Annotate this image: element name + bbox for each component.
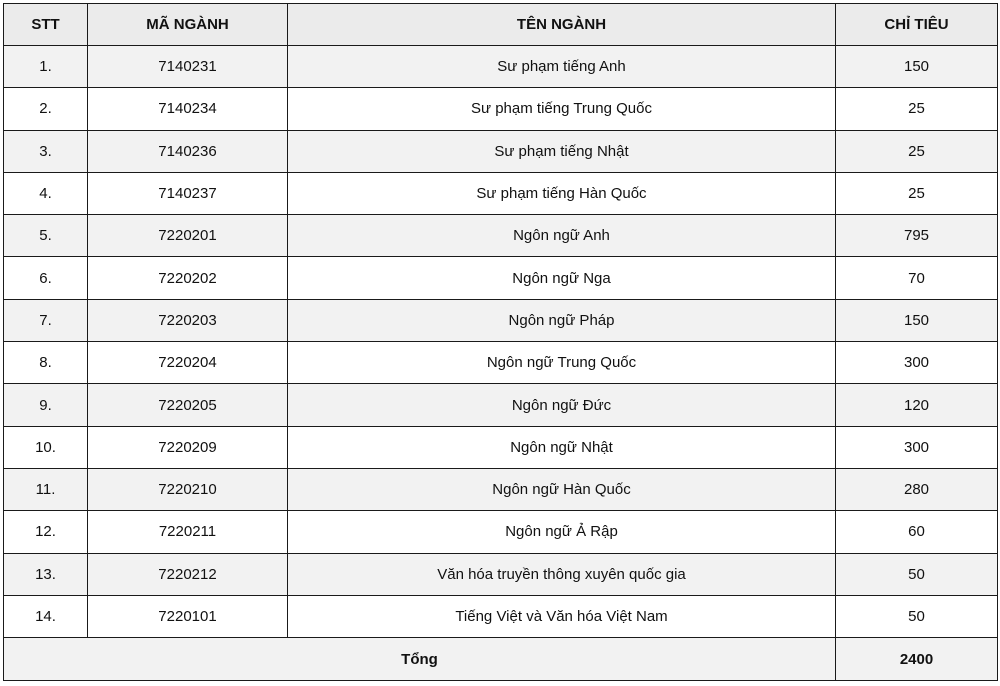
cell-name: Ngôn ngữ Ả Rập — [288, 511, 836, 553]
cell-quota: 300 — [836, 342, 998, 384]
table-row — [4, 384, 998, 426]
cell-name: Văn hóa truyền thông xuyên quốc gia — [288, 553, 836, 595]
cell-stt: 6. — [4, 257, 88, 299]
table-row — [4, 299, 998, 341]
cell-code: 7140237 — [88, 172, 288, 214]
cell-quota: 795 — [836, 215, 998, 257]
cell-quota: 70 — [836, 257, 998, 299]
cell-quota: 25 — [836, 88, 998, 130]
table-row — [4, 46, 998, 88]
cell-code: 7220204 — [88, 342, 288, 384]
cell-stt: 9. — [4, 384, 88, 426]
header-stt: STT — [4, 4, 88, 46]
total-label: Tổng — [4, 638, 836, 681]
quota-table-container — [3, 3, 997, 681]
cell-stt: 11. — [4, 468, 88, 510]
cell-stt: 7. — [4, 299, 88, 341]
cell-stt: 4. — [4, 172, 88, 214]
cell-quota: 150 — [836, 299, 998, 341]
cell-stt: 12. — [4, 511, 88, 553]
cell-quota: 50 — [836, 595, 998, 637]
table-row — [4, 553, 998, 595]
cell-name: Sư phạm tiếng Anh — [288, 46, 836, 88]
cell-quota: 25 — [836, 172, 998, 214]
quota-table — [3, 3, 998, 681]
cell-stt: 14. — [4, 595, 88, 637]
table-row — [4, 257, 998, 299]
table-row — [4, 215, 998, 257]
cell-name: Sư phạm tiếng Nhật — [288, 130, 836, 172]
cell-name: Ngôn ngữ Hàn Quốc — [288, 468, 836, 510]
cell-name: Ngôn ngữ Nhật — [288, 426, 836, 468]
table-row — [4, 511, 998, 553]
cell-code: 7220101 — [88, 595, 288, 637]
total-value: 2400 — [836, 638, 998, 681]
cell-stt: 1. — [4, 46, 88, 88]
cell-stt: 8. — [4, 342, 88, 384]
cell-code: 7220202 — [88, 257, 288, 299]
header-quota: CHỈ TIÊU — [836, 4, 998, 46]
cell-stt: 2. — [4, 88, 88, 130]
table-row — [4, 468, 998, 510]
cell-stt: 5. — [4, 215, 88, 257]
cell-code: 7220203 — [88, 299, 288, 341]
cell-code: 7140236 — [88, 130, 288, 172]
cell-quota: 60 — [836, 511, 998, 553]
cell-code: 7220209 — [88, 426, 288, 468]
cell-name: Ngôn ngữ Pháp — [288, 299, 836, 341]
cell-quota: 50 — [836, 553, 998, 595]
cell-name: Ngôn ngữ Anh — [288, 215, 836, 257]
total-row — [4, 638, 998, 681]
cell-code: 7220212 — [88, 553, 288, 595]
cell-stt: 10. — [4, 426, 88, 468]
cell-quota: 25 — [836, 130, 998, 172]
cell-quota: 120 — [836, 384, 998, 426]
cell-code: 7220201 — [88, 215, 288, 257]
cell-stt: 13. — [4, 553, 88, 595]
cell-name: Ngôn ngữ Trung Quốc — [288, 342, 836, 384]
table-row — [4, 426, 998, 468]
cell-code: 7220211 — [88, 511, 288, 553]
table-row — [4, 595, 998, 637]
cell-quota: 300 — [836, 426, 998, 468]
table-row — [4, 130, 998, 172]
header-row — [4, 4, 998, 46]
cell-name: Sư phạm tiếng Hàn Quốc — [288, 172, 836, 214]
cell-code: 7140231 — [88, 46, 288, 88]
cell-quota: 150 — [836, 46, 998, 88]
table-row — [4, 172, 998, 214]
header-code: MÃ NGÀNH — [88, 4, 288, 46]
table-row — [4, 342, 998, 384]
cell-name: Ngôn ngữ Đức — [288, 384, 836, 426]
cell-name: Sư phạm tiếng Trung Quốc — [288, 88, 836, 130]
cell-name: Ngôn ngữ Nga — [288, 257, 836, 299]
cell-code: 7140234 — [88, 88, 288, 130]
table-row — [4, 88, 998, 130]
cell-code: 7220210 — [88, 468, 288, 510]
cell-quota: 280 — [836, 468, 998, 510]
cell-stt: 3. — [4, 130, 88, 172]
cell-name: Tiếng Việt và Văn hóa Việt Nam — [288, 595, 836, 637]
cell-code: 7220205 — [88, 384, 288, 426]
header-name: TÊN NGÀNH — [288, 4, 836, 46]
